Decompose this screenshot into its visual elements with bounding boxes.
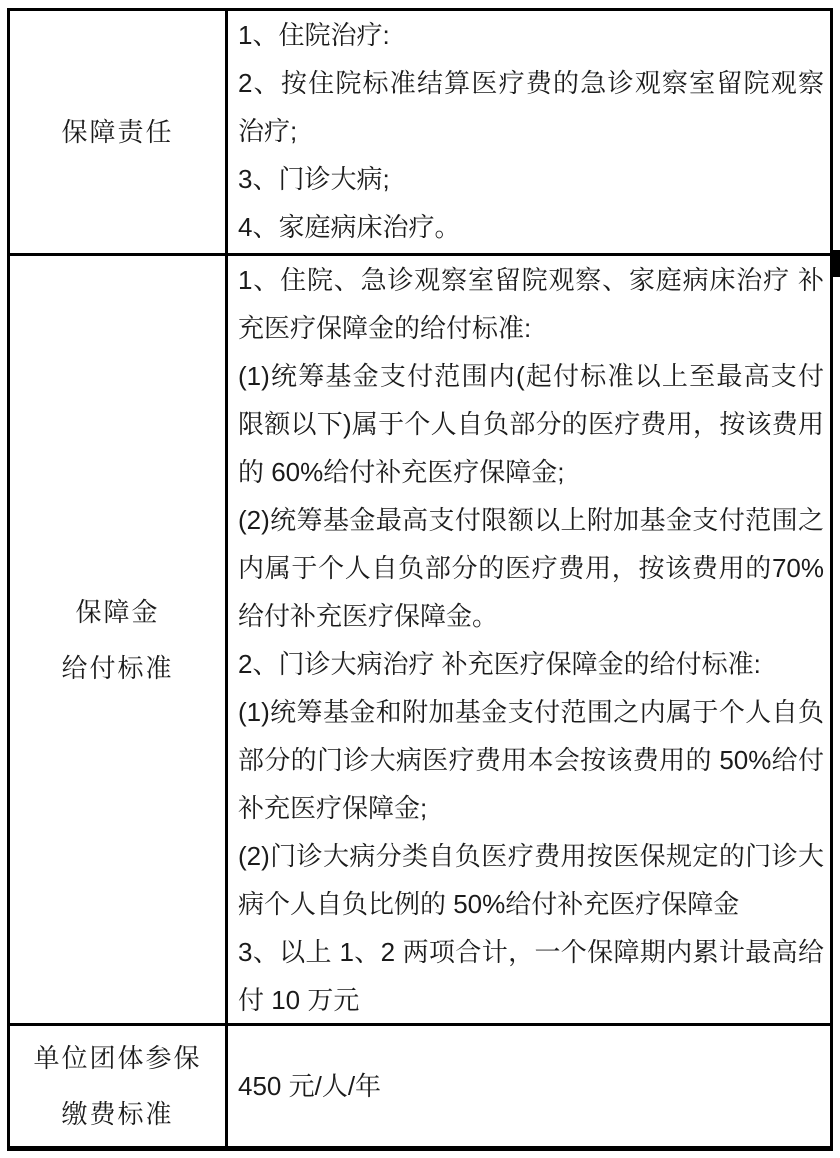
row-header-label-line: 给付标准 <box>61 652 174 683</box>
content-paragraph: 1、住院、急诊观察室留院观察、家庭病床治疗 补充医疗保障金的给付标准: <box>238 265 824 343</box>
table-row-coverage-liability <box>10 11 830 253</box>
row-header-label-line: 保障金 <box>75 596 160 627</box>
row-header-benefit-payment-standard <box>10 256 228 1023</box>
content-paragraph: 2、门诊大病治疗 补充医疗保障金的给付标准: <box>238 649 761 679</box>
content-paragraph: (1)统筹基金支付范围内(起付标准以上至最高支付限额以下)属于个人自负部分的医疗费用，按该费用的 60%给付补充医疗保障金; <box>238 361 824 487</box>
benefits-table <box>7 8 833 1151</box>
row-header-label-line: 缴费标准 <box>61 1099 174 1129</box>
row-header-label-line: 保障责任 <box>61 117 174 147</box>
content-paragraph: 2、按住院标准结算医疗费的急诊观察室留院观察治疗; <box>238 68 824 146</box>
content-paragraph: 4、家庭病床治疗。 <box>238 212 461 242</box>
benefit-payment-standard-content <box>228 256 830 1023</box>
row-header-label-line: 单位团体参保 <box>33 1043 202 1073</box>
content-paragraph: (2)门诊大病分类自负医疗费用按医保规定的门诊大病个人自负比例的 50%给付补充医疗保障金 <box>238 841 824 919</box>
content-paragraph: 1、住院治疗: <box>238 20 390 50</box>
content-paragraph: (2)统筹基金最高支付限额以上附加基金支付范围之内属于个人自负部分的医疗费用，按该费用的70%给付补充医疗保障金。 <box>238 505 824 631</box>
content-paragraph: (1)统筹基金和附加基金支付范围之内属于个人自负部分的门诊大病医疗费用本会按该费用的 50%给付补充医疗保障金; <box>238 697 824 823</box>
scan-artifact-mark <box>830 250 840 277</box>
premium-value: 450 元/人/年 <box>238 1071 382 1101</box>
table-row-benefit-payment-standard <box>10 253 830 1023</box>
group-premium-standard-content <box>228 1026 830 1146</box>
row-header-coverage-liability <box>10 11 228 253</box>
coverage-liability-content <box>228 11 830 253</box>
row-header-group-premium-standard <box>10 1026 228 1146</box>
table-row-group-premium-standard <box>10 1023 830 1146</box>
content-paragraph: 3、以上 1、2 两项合计，一个保障期内累计最高给付 10 万元 <box>238 937 824 1015</box>
content-paragraph: 3、门诊大病; <box>238 164 390 194</box>
